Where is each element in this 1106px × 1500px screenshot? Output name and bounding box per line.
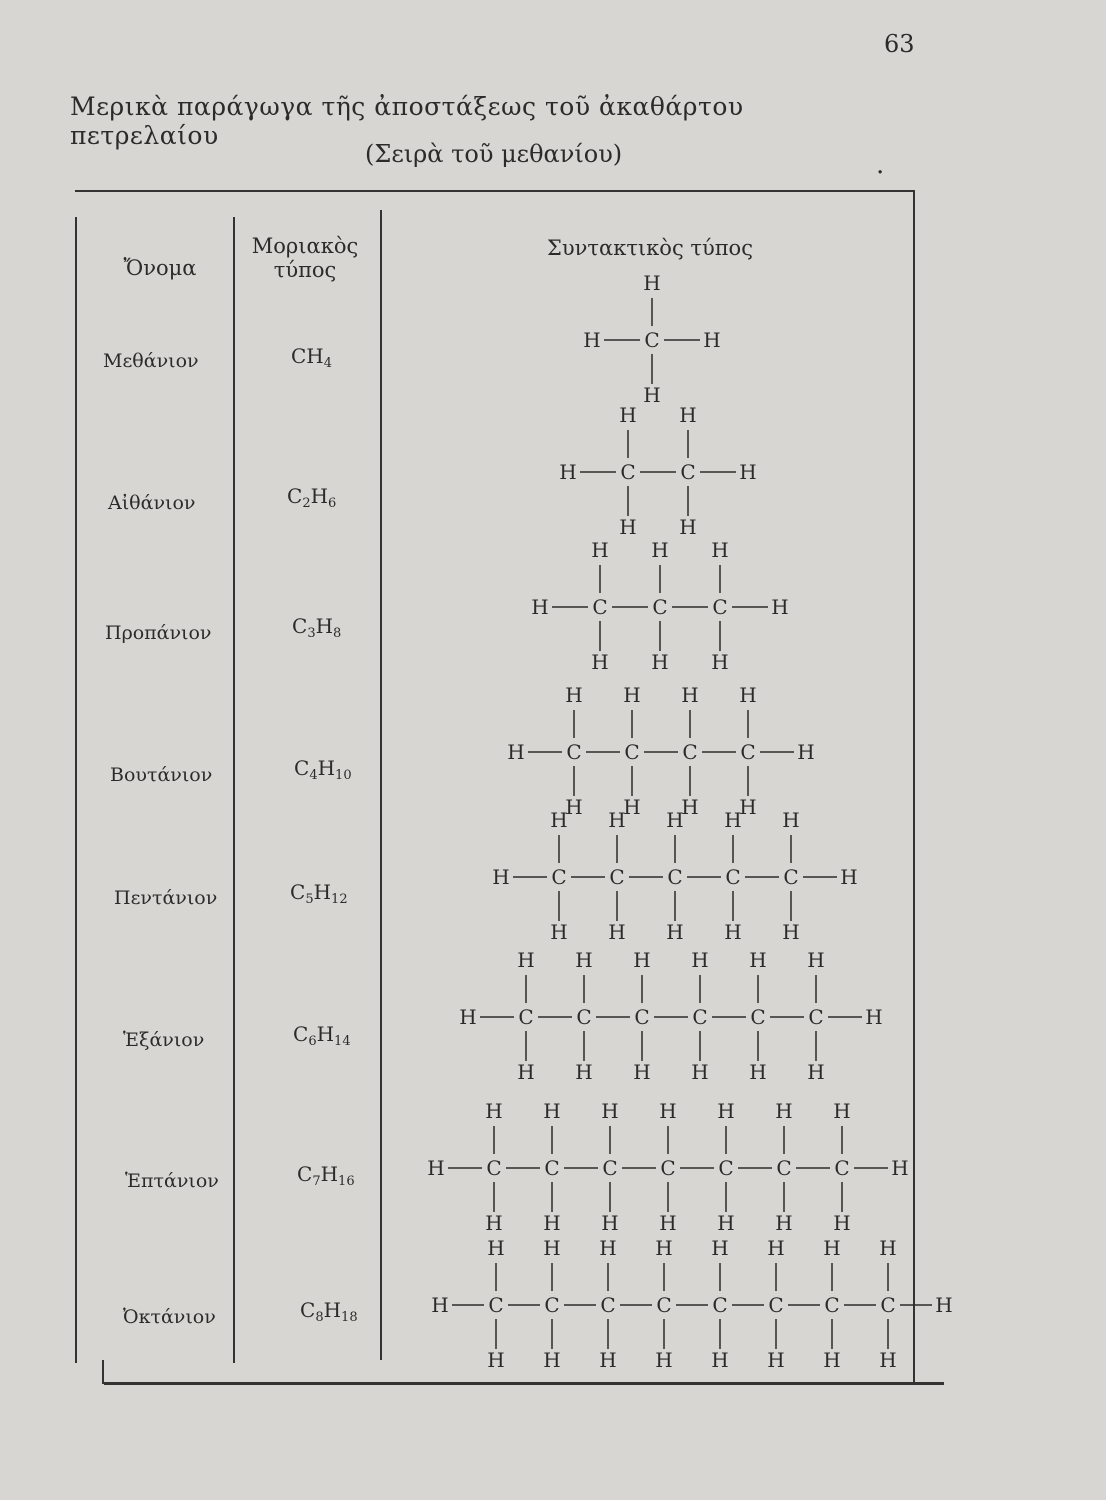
hydrogen-atom: H [691,1060,709,1084]
formula-part: C [300,1298,316,1322]
carbon-atom: C [768,1293,784,1317]
carbon-atom: C [776,1156,792,1180]
hydrogen-atom: H [599,1236,617,1260]
hydrogen-atom: H [559,460,577,484]
hydrogen-atom: H [724,920,742,944]
hydrogen-atom: H [703,328,721,352]
formula-part: C [290,880,306,904]
formula-subscript: 12 [331,892,348,907]
formula-subscript: 5 [305,892,314,907]
hydrogen-atom: H [575,1060,593,1084]
hydrogen-atom: H [492,865,510,889]
hydrogen-atom: H [679,515,697,539]
hydrogen-atom: H [823,1236,841,1260]
hydrogen-atom: H [487,1236,505,1260]
formula-subscript: 4 [309,768,318,783]
hydrogen-atom: H [679,403,697,427]
hydrogen-atom: H [749,948,767,972]
hydrogen-atom: H [565,683,583,707]
ink-mark: . [876,150,885,180]
hydrogen-atom: H [935,1293,953,1317]
hydrogen-atom: H [633,948,651,972]
hydrogen-atom: H [655,1348,673,1372]
row-name-octane: Ὀκτάνιον [123,1306,216,1328]
formula-part: C [293,1022,309,1046]
page-number: 63 [884,30,915,58]
hydrogen-atom: H [724,808,742,832]
hydrogen-atom: H [739,683,757,707]
hydrogen-atom: H [711,538,729,562]
hydrogen-atom: H [487,1348,505,1372]
hydrogen-atom: H [833,1211,851,1235]
formula-subscript: 2 [302,496,311,511]
hydrogen-atom: H [543,1099,561,1123]
formula-part: H [323,1298,342,1322]
hydrogen-atom: H [517,1060,535,1084]
carbon-atom: C [682,740,698,764]
hydrogen-atom: H [749,1060,767,1084]
carbon-atom: C [656,1293,672,1317]
hydrogen-atom: H [619,403,637,427]
hydrogen-atom: H [681,795,699,819]
carbon-atom: C [808,1005,824,1029]
hydrogen-atom: H [879,1348,897,1372]
hydrogen-atom: H [681,683,699,707]
hydrogen-atom: H [623,683,641,707]
carbon-atom: C [576,1005,592,1029]
hydrogen-atom: H [575,948,593,972]
hydrogen-atom: H [431,1293,449,1317]
carbon-atom: C [544,1293,560,1317]
hydrogen-atom: H [865,1005,883,1029]
hydrogen-atom: H [767,1348,785,1372]
hydrogen-atom: H [608,920,626,944]
hydrogen-atom: H [531,595,549,619]
hydrogen-atom: H [550,920,568,944]
hydrogen-atom: H [517,948,535,972]
row-name-pentane: Πεντάνιον [114,887,218,909]
formula-part: CH [291,344,324,368]
formula-part: C [294,756,310,780]
carbon-atom: C [624,740,640,764]
hydrogen-atom: H [643,271,661,295]
hydrogen-atom: H [507,740,525,764]
hydrogen-atom: H [601,1211,619,1235]
hydrogen-atom: H [608,808,626,832]
header-name: Ὄνομα [123,256,197,280]
formula-subscript: 16 [338,1174,355,1189]
row-name-ethane: Αἰθάνιον [108,492,196,514]
carbon-atom: C [680,460,696,484]
formula-subscript: 8 [315,1310,324,1325]
carbon-atom: C [712,1293,728,1317]
hydrogen-atom: H [619,515,637,539]
hydrogen-atom: H [823,1348,841,1372]
carbon-atom: C [834,1156,850,1180]
carbon-atom: C [551,865,567,889]
hydrogen-atom: H [775,1211,793,1235]
carbon-atom: C [667,865,683,889]
header-molecular-line2: τύπος [273,258,337,282]
hydrogen-atom: H [583,328,601,352]
carbon-atom: C [518,1005,534,1029]
carbon-atom: C [783,865,799,889]
carbon-atom: C [486,1156,502,1180]
hydrogen-atom: H [797,740,815,764]
carbon-atom: C [488,1293,504,1317]
hydrogen-atom: H [691,948,709,972]
hydrogen-atom: H [601,1099,619,1123]
hydrogen-atom: H [771,595,789,619]
formula-part: H [315,614,334,638]
row-name-heptane: Ἑπτάνιον [125,1170,219,1192]
hydrogen-atom: H [599,1348,617,1372]
page-title: Μερικὰ παράγωγα τῆς ἀποστάξεως τοῦ ἀκαθάρτου πετρελαίου [70,92,744,150]
row-name-hexane: Ἑξάνιον [123,1029,205,1051]
formula-subscript: 6 [308,1034,317,1049]
hydrogen-atom: H [807,948,825,972]
hydrogen-atom: H [739,460,757,484]
carbon-atom: C [740,740,756,764]
hydrogen-atom: H [879,1236,897,1260]
row-name-propane: Προπάνιον [105,622,212,644]
formula-part: H [320,1162,339,1186]
carbon-atom: C [544,1156,560,1180]
formula-part: H [317,756,336,780]
carbon-atom: C [880,1293,896,1317]
carbon-atom: C [660,1156,676,1180]
hydrogen-atom: H [840,865,858,889]
hydrogen-atom: H [543,1211,561,1235]
hydrogen-atom: H [717,1211,735,1235]
formula-part: C [292,614,308,638]
formula-part: C [287,484,303,508]
hydrogen-atom: H [651,538,669,562]
hydrogen-atom: H [565,795,583,819]
formula-subscript: 14 [334,1034,351,1049]
hydrogen-atom: H [717,1099,735,1123]
carbon-atom: C [725,865,741,889]
header-molecular-line1: Μοριακὸς [251,234,359,258]
carbon-atom: C [652,595,668,619]
hydrogen-atom: H [623,795,641,819]
hydrogen-atom: H [543,1348,561,1372]
carbon-atom: C [620,460,636,484]
carbon-atom: C [692,1005,708,1029]
hydrogen-atom: H [485,1211,503,1235]
formula-part: H [310,484,329,508]
hydrogen-atom: H [782,920,800,944]
carbon-atom: C [824,1293,840,1317]
hydrogen-atom: H [485,1099,503,1123]
carbon-atom: C [750,1005,766,1029]
formula-subscript: 10 [335,768,352,783]
carbon-atom: C [600,1293,616,1317]
hydrogen-atom: H [659,1099,677,1123]
formula-part: H [313,880,332,904]
carbon-atom: C [644,328,660,352]
hydrogen-atom: H [711,1348,729,1372]
hydrogen-atom: H [782,808,800,832]
formula-part: C [297,1162,313,1186]
hydrogen-atom: H [891,1156,909,1180]
row-name-methane: Μεθάνιον [103,350,199,372]
formula-subscript: 7 [312,1174,321,1189]
hydrogen-atom: H [651,650,669,674]
hydrogen-atom: H [427,1156,445,1180]
header-structural-formula: Συντακτικὸς τύπος [547,236,753,260]
hydrogen-atom: H [666,920,684,944]
carbon-atom: C [566,740,582,764]
page-subtitle: (Σειρὰ τοῦ μεθανίου) [365,140,623,168]
hydrogen-atom: H [767,1236,785,1260]
formula-subscript: 8 [333,626,342,641]
hydrogen-atom: H [655,1236,673,1260]
carbon-atom: C [592,595,608,619]
formula-subscript: 6 [328,496,337,511]
carbon-atom: C [712,595,728,619]
hydrogen-atom: H [591,538,609,562]
hydrogen-atom: H [833,1099,851,1123]
hydrogen-atom: H [591,650,609,674]
hydrogen-atom: H [550,808,568,832]
hydrogen-atom: H [711,650,729,674]
hydrogen-atom: H [711,1236,729,1260]
hydrogen-atom: H [643,383,661,407]
hydrogen-atom: H [739,795,757,819]
formula-subscript: 18 [341,1310,358,1325]
hydrogen-atom: H [459,1005,477,1029]
formula-part: H [316,1022,335,1046]
hydrogen-atom: H [666,808,684,832]
carbon-atom: C [634,1005,650,1029]
hydrogen-atom: H [633,1060,651,1084]
formula-subscript: 3 [307,626,316,641]
carbon-atom: C [609,865,625,889]
carbon-atom: C [602,1156,618,1180]
row-name-butane: Βουτάνιον [110,764,213,786]
hydrogen-atom: H [807,1060,825,1084]
hydrogen-atom: H [543,1236,561,1260]
hydrogen-atom: H [659,1211,677,1235]
carbon-atom: C [718,1156,734,1180]
hydrogen-atom: H [775,1099,793,1123]
formula-subscript: 4 [323,356,333,371]
